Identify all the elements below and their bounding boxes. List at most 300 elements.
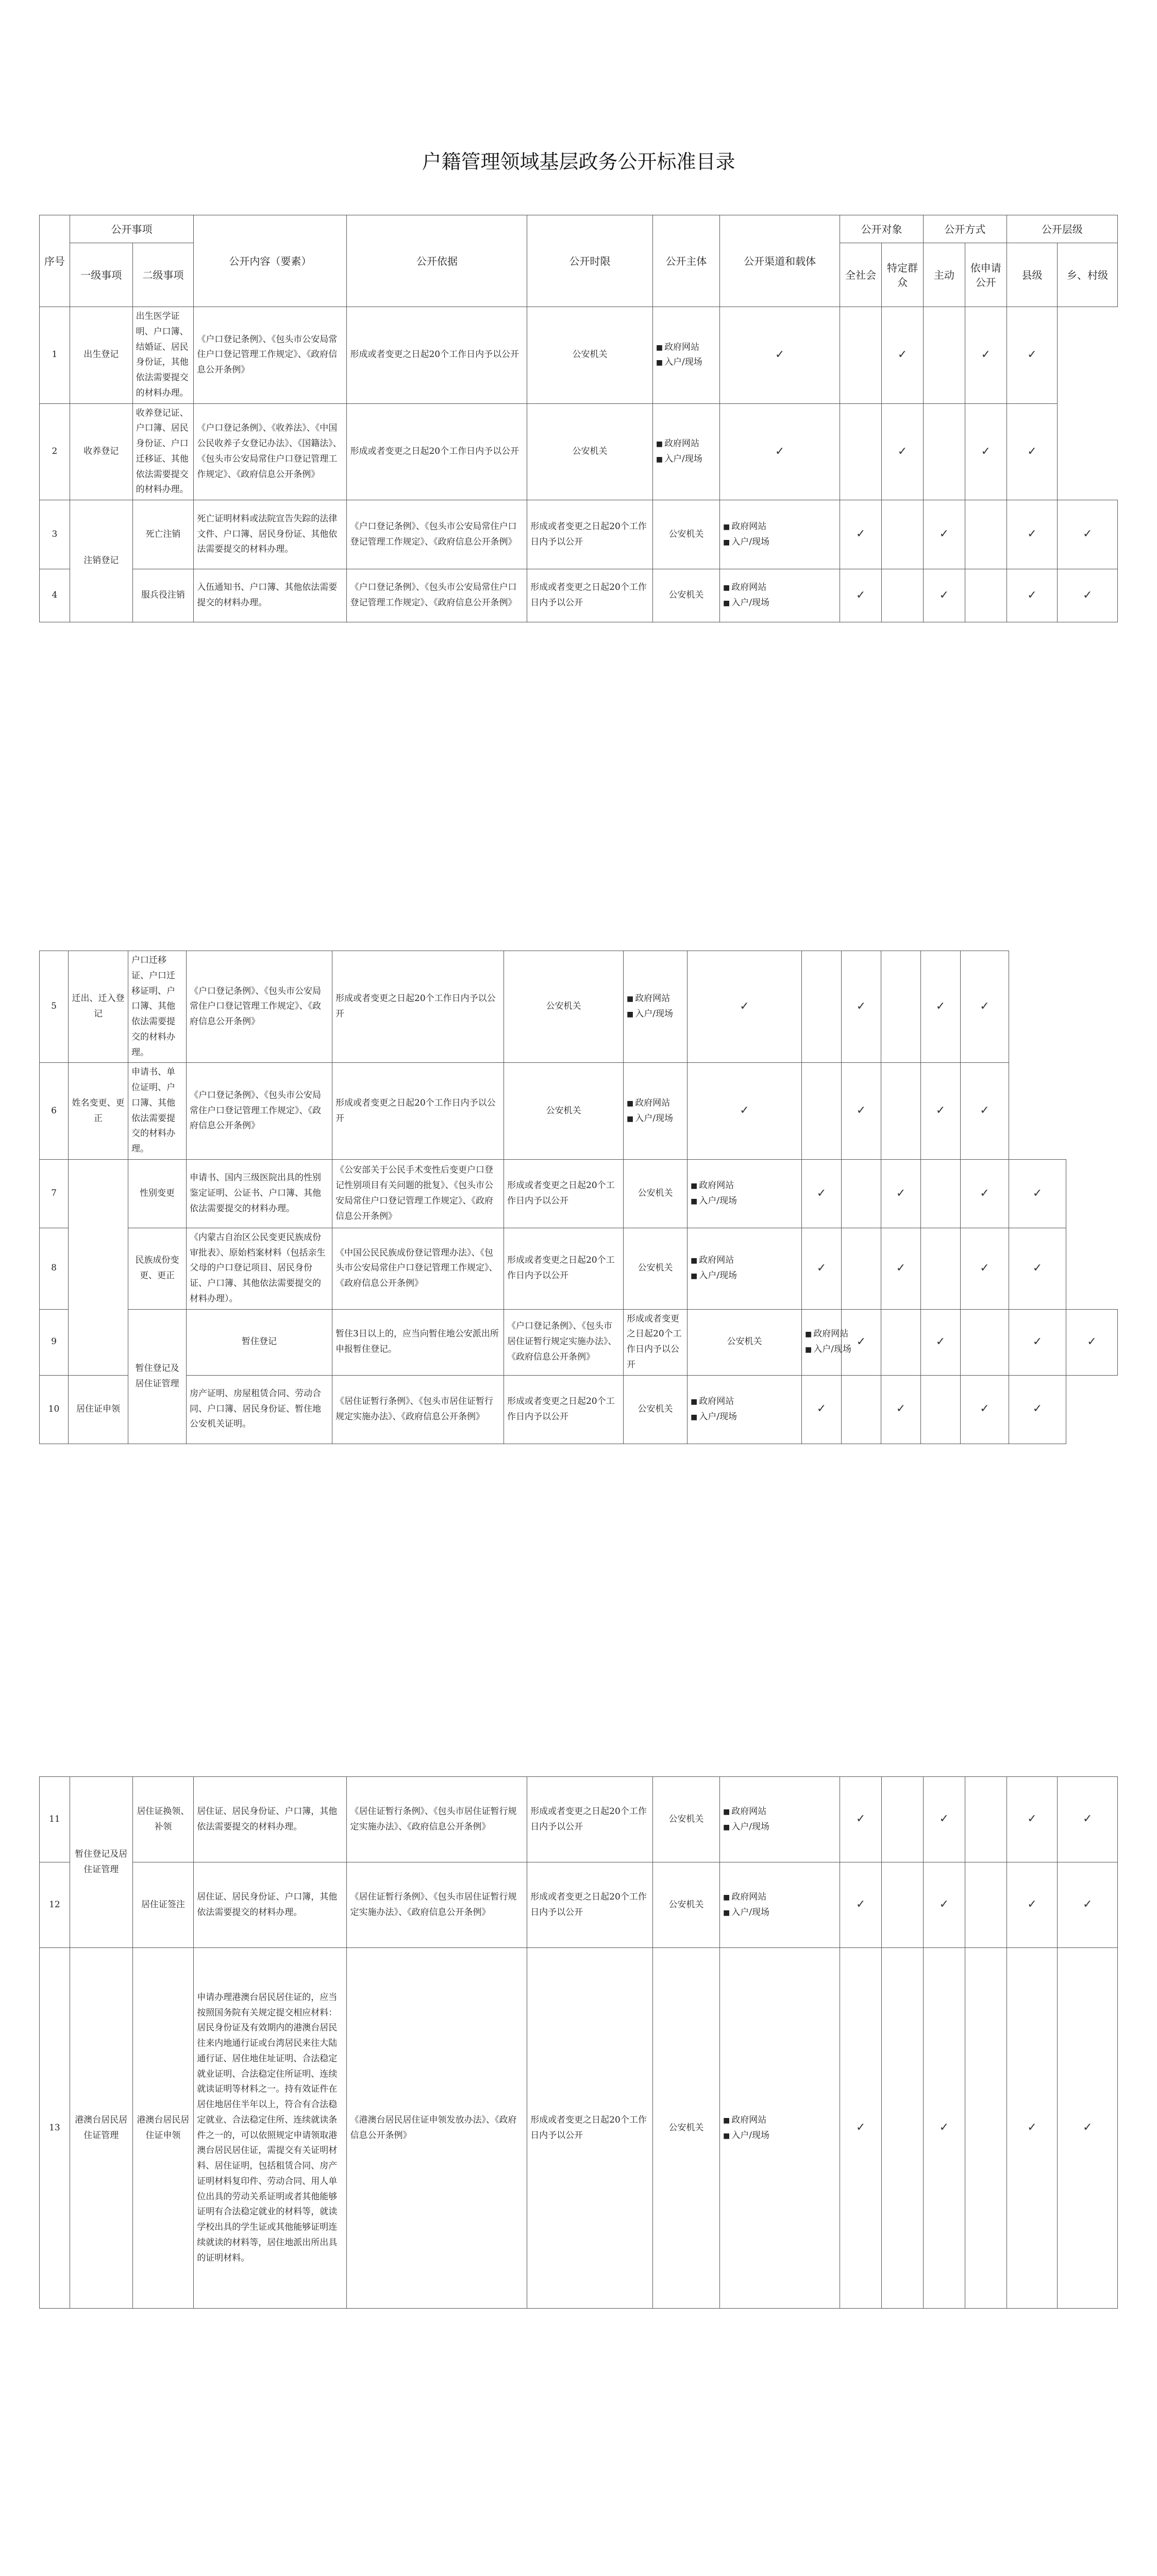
row-content: 户口迁移证、户口迁移证明、户口簿、其他依法需要提交的材料办理。 [128,951,187,1063]
row-time: 形成或者变更之日起20个工作日内予以公开 [527,1948,653,2309]
row-subject: 公安机关 [652,569,719,622]
row-basis: 《户口登记条例》、《包头市公安局常住户口登记管理工作规定》、《政府信息公开条例》 [187,1063,332,1160]
row-time: 形成或者变更之日起20个工作日内予以公开 [624,1309,688,1375]
row-seq: 11 [40,1777,70,1862]
mark-specific-group [882,1777,924,1862]
mark-active [923,1777,965,1862]
table-row [40,1777,1118,1862]
row-channels [652,307,719,404]
mark-on-application [961,1309,1009,1375]
table-row [40,1228,1118,1309]
channel-item [691,1194,798,1209]
channel-label: 政府网站 [731,582,767,593]
mark-county [961,1159,1009,1228]
channel-label: 入户/现场 [635,1009,673,1020]
channel-label: 入户/现场 [699,1411,737,1422]
channel-item [691,1410,798,1425]
table-row [40,403,1118,500]
header-method: 公开方式 [923,215,1007,243]
row-subject: 公安机关 [624,1228,688,1309]
row-time: 形成或者变更之日起20个工作日内予以公开 [347,403,527,500]
mark-on-application [965,1948,1007,2309]
channel-item [627,1111,684,1127]
channel-label: 入户/现场 [731,598,770,608]
check-icon: ✓ [939,1898,949,1911]
header-row-1 [40,215,1118,243]
check-icon: ✓ [980,1187,990,1200]
row-channels [720,500,840,569]
mark-active [881,1228,921,1309]
row-basis: 《公安部关于公民手术变性后变更户口登记性别项目有关问题的批复》、《包头市公安局常住户口登记管理工作规定》、《政府信息公开条例》 [332,1159,504,1228]
check-icon: ✓ [856,2121,866,2134]
row-basis: 《户口登记条例》、《包头市公安局常住户口登记管理工作规定》、《政府信息公开条例》 [347,500,527,569]
channel-box-icon: ■ [723,1893,730,1902]
channel-label: 政府网站 [731,521,767,532]
channel-label: 政府网站 [664,438,700,449]
channel-box-icon: ■ [656,343,663,352]
header-matters: 公开事项 [70,215,193,243]
mark-active [921,1309,961,1375]
channel-label: 入户/现场 [731,1907,770,1918]
table-row [40,1063,1118,1160]
header-target-all: 全社会 [840,243,882,307]
channel-box-icon: ■ [656,455,663,464]
mark-specific-group [882,1948,924,2309]
check-icon: ✓ [775,348,785,361]
header-level1: 一级事项 [70,243,132,307]
mark-all-society [720,307,840,404]
mark-on-application [881,951,921,1063]
check-icon: ✓ [1032,1402,1043,1416]
channel-box-icon: ■ [723,1807,730,1816]
mark-on-application [923,307,965,404]
channel-item [656,355,716,370]
row-channels [720,1777,840,1862]
mark-all-society [802,1375,842,1444]
header-subject: 公开主体 [652,215,719,307]
header-level: 公开层级 [1007,215,1117,243]
channel-label: 政府网站 [635,993,670,1004]
channel-box-icon: ■ [627,1010,634,1019]
row-level2-matter: 暂住登记 [187,1309,332,1375]
row-subject: 公安机关 [652,1862,719,1948]
check-icon: ✓ [935,1335,946,1348]
row-subject: 公安机关 [652,1777,719,1862]
check-icon: ✓ [1082,588,1093,602]
row-content: 出生医学证明、户口簿、结婚证、居民身份证，其他依法需要提交的材料办理。 [132,307,194,404]
channel-item [627,991,684,1007]
check-icon: ✓ [1027,588,1037,602]
channel-item [723,1890,836,1905]
row-channels [624,951,688,1063]
channel-item [656,452,716,467]
check-icon: ✓ [896,1261,906,1275]
table-row [40,1159,1118,1228]
mark-on-application [965,1862,1007,1948]
mark-town-village [1009,1375,1066,1444]
row-subject: 公安机关 [652,1948,719,2309]
mark-all-society [802,1228,842,1309]
row-level2-matter: 居住证申领 [69,1375,128,1444]
header-target: 公开对象 [840,215,924,243]
row-content: 收养登记证、户口簿、居民身份证、户口迁移证、其他依法需要提交的材料办理。 [132,403,194,500]
mark-county [921,951,961,1063]
page-title: 户籍管理领域基层政务公开标准目录 [422,150,735,173]
mark-county [961,1228,1009,1309]
row-basis: 《户口登记条例》、《包头市居住证暂行规定实施办法》、《政府信息公开条例》 [504,1309,624,1375]
row-content: 居住证、居民身份证、户口簿，其他依法需要提交的材料办理。 [194,1777,347,1862]
channel-label: 入户/现场 [699,1270,737,1281]
mark-active [923,1862,965,1948]
row-level2-matter: 收养登记 [70,403,132,500]
mark-county [1009,1309,1066,1375]
channel-label: 政府网站 [731,1891,767,1902]
row-subject: 公安机关 [688,1309,802,1375]
mark-all-society [842,1309,881,1375]
table-row [40,1309,1118,1375]
mark-on-application [921,1228,961,1309]
check-icon: ✓ [1082,528,1093,541]
mark-active [923,500,965,569]
check-icon: ✓ [981,348,991,361]
row-level1-matter: 暂住登记及居住证管理 [128,1309,187,1444]
check-icon: ✓ [980,1261,990,1275]
channel-item [691,1268,798,1284]
mark-town-village [1058,1948,1118,2309]
channel-box-icon: ■ [627,995,634,1004]
channel-label: 入户/现场 [664,357,702,368]
header-basis: 公开依据 [347,215,527,307]
check-icon: ✓ [856,1898,866,1911]
row-level2-matter: 死亡注销 [132,500,194,569]
table-row [40,1948,1118,2309]
check-icon: ✓ [939,588,949,602]
mark-county [1007,1862,1058,1948]
channel-label: 政府网站 [813,1329,849,1340]
row-seq: 9 [40,1309,69,1375]
mark-active [842,951,881,1063]
check-icon: ✓ [1032,1261,1043,1275]
row-channels [624,1063,688,1160]
mark-town-village [1009,1228,1066,1309]
row-subject: 公安机关 [527,403,653,500]
row-content: 申请办理港澳台居民居住证的，应当按照国务院有关规定提交相应材料：居民身份证及有效期内的港澳台居民往来内地通行证或台湾居民来往大陆通行证、居住地住址证明、合法稳定就业证明、合法稳定住所证明、连续就读证明等材料之一。持有效证件在居住地居住半年以上，符合有合法稳定就业、合法稳定住所、连续就读条件之一的，可以依照规定申请领取港澳台居民居住证，需提交有关证明材料、居住证明，包括租赁合同、房产证明材料复印件、劳动合同、用人单位出具的劳动关系证明或者其他能够证明有合法稳定就业的材料等，就读学校出具的学生证或其他能够证明连续就读的材料等，居住地派出所出具的证明材料。 [194,1948,347,2309]
row-level2-matter: 迁出、迁入登记 [69,951,128,1063]
channel-box-icon: ■ [691,1197,698,1206]
header-seq: 序号 [40,215,70,307]
row-seq: 3 [40,500,70,569]
row-level2-matter: 服兵役注销 [132,569,194,622]
row-subject: 公安机关 [504,951,624,1063]
mark-all-society [688,1063,802,1160]
channel-box-icon: ■ [691,1272,698,1281]
channel-label: 政府网站 [731,1806,767,1817]
check-icon: ✓ [856,999,866,1013]
channel-box-icon: ■ [656,440,663,448]
check-icon: ✓ [939,528,949,541]
row-time: 形成或者变更之日起20个工作日内予以公开 [332,1063,504,1160]
channel-label: 入户/现场 [635,1113,673,1124]
channel-item [723,2128,836,2144]
channel-label: 入户/现场 [699,1195,737,1206]
channel-item [627,1096,684,1111]
channel-box-icon: ■ [723,1823,730,1832]
channel-item [691,1178,798,1194]
check-icon: ✓ [856,528,866,541]
row-seq: 5 [40,951,69,1063]
mark-active [923,569,965,622]
row-seq: 7 [40,1159,69,1228]
channel-box-icon: ■ [723,599,730,607]
row-basis: 《居住证暂行条例》、《包头市居住证暂行规定实施办法》、《政府信息公开条例》 [347,1862,527,1948]
channel-box-icon: ■ [805,1330,812,1339]
check-icon: ✓ [740,1104,749,1117]
check-icon: ✓ [1082,1898,1093,1911]
channel-box-icon: ■ [723,538,730,547]
row-time: 形成或者变更之日起20个工作日内予以公开 [527,569,653,622]
row-content: 暂住3日以上的，应当向暂住地公安派出所申报暂住登记。 [332,1309,504,1375]
mark-on-application [965,500,1007,569]
row-channels [688,1159,802,1228]
check-icon: ✓ [896,1187,906,1200]
mark-all-society [840,500,882,569]
check-icon: ✓ [1082,1812,1093,1826]
mark-on-application [965,569,1007,622]
mark-all-society [840,569,882,622]
row-level1-matter: 注销登记 [70,500,132,622]
mark-town-village [1058,569,1118,622]
check-icon: ✓ [856,1812,866,1826]
check-icon: ✓ [856,1104,866,1117]
mark-on-application [921,1375,961,1444]
mark-specific-group [882,569,924,622]
channel-item [723,580,836,596]
header-method-apply: 依申请公开 [965,243,1007,307]
channel-box-icon: ■ [805,1346,812,1354]
row-level2-matter: 港澳台居民居住证申领 [132,1948,194,2309]
mark-town-village [961,951,1009,1063]
row-seq: 12 [40,1862,70,1948]
check-icon: ✓ [1027,348,1037,361]
row-channels [802,1309,851,1375]
mark-town-village [1058,500,1118,569]
mark-all-society [840,1948,882,2309]
channel-item [691,1253,798,1268]
row-basis: 《户口登记条例》、《包头市公安局常住户口登记管理工作规定》、《政府信息公开条例》 [194,307,347,404]
row-level1-matter [69,1159,128,1375]
table-row [40,1862,1118,1948]
row-seq: 1 [40,307,70,404]
row-channels [652,403,719,500]
mark-on-application [881,1063,921,1160]
row-content: 入伍通知书、户口簿、其他依法需要提交的材料办理。 [194,569,347,622]
check-icon: ✓ [939,1812,949,1826]
mark-town-village [1007,403,1058,500]
header-content: 公开内容（要素） [194,215,347,307]
row-basis: 《居住证暂行条例》、《包头市居住证暂行规定实施办法》、《政府信息公开条例》 [332,1375,504,1444]
row-level2-matter: 性别变更 [128,1159,187,1228]
channel-item [723,596,836,611]
channel-item [656,436,716,452]
table-page-1 [39,215,1118,622]
channel-box-icon: ■ [723,522,730,531]
channel-box-icon: ■ [691,1413,698,1421]
mark-all-society [688,951,802,1063]
check-icon: ✓ [935,1104,946,1117]
channel-box-icon: ■ [627,1099,634,1108]
row-time: 形成或者变更之日起20个工作日内予以公开 [504,1159,624,1228]
check-icon: ✓ [775,445,785,458]
check-icon: ✓ [1027,2121,1037,2134]
check-icon: ✓ [1032,1187,1043,1200]
table-row [40,307,1118,404]
header-method-active: 主动 [923,243,965,307]
row-seq: 2 [40,403,70,500]
table-page-2 [39,951,1118,1444]
mark-county [1007,1948,1058,2309]
row-basis: 《港澳台居民居住证申领发放办法》、《政府信息公开条例》 [347,1948,527,2309]
mark-specific-group [840,307,882,404]
mark-town-village [1009,1159,1066,1228]
row-subject: 公安机关 [527,307,653,404]
mark-specific-group [802,1063,842,1160]
channel-item [723,535,836,550]
table-row [40,500,1118,569]
row-basis: 《户口登记条例》、《收养法》、《中国公民收养子女登记办法》、《国籍法》、《包头市公安局常住户口登记管理工作规定》、《政府信息公开条例》 [194,403,347,500]
row-subject: 公安机关 [652,500,719,569]
row-content: 《内蒙古自治区公民变更民族成份审批表》、原始档案材料（包括亲生父母的户口登记项目、居民身份证、户口簿、其他依法需要提交的材料办理）。 [187,1228,332,1309]
row-time: 形成或者变更之日起20个工作日内予以公开 [347,307,527,404]
mark-town-village [1066,1309,1118,1375]
channel-label: 政府网站 [635,1097,670,1108]
mark-active [882,307,924,404]
check-icon: ✓ [816,1261,827,1275]
channel-label: 政府网站 [664,342,700,352]
channel-item [723,1804,836,1820]
mark-on-application [923,403,965,500]
mark-active [842,1063,881,1160]
channel-label: 入户/现场 [731,536,770,547]
check-icon: ✓ [896,1402,906,1416]
row-content: 死亡证明材料或法院宣告失踪的法律文件、户口簿、居民身份证、其他依法需要提交的材料办理。 [194,500,347,569]
check-icon: ✓ [980,1104,990,1117]
row-time: 形成或者变更之日起20个工作日内予以公开 [527,500,653,569]
header-target-specific: 特定群众 [882,243,924,307]
mark-town-village [961,1063,1009,1160]
channel-box-icon: ■ [723,1908,730,1917]
channel-box-icon: ■ [723,2131,730,2140]
row-basis: 《中国公民民族成份登记管理办法》、《包头市公安局常住户口登记管理工作规定》、《政府信息公开条例》 [332,1228,504,1309]
row-time: 形成或者变更之日起20个工作日内予以公开 [504,1375,624,1444]
check-icon: ✓ [1082,2121,1093,2134]
mark-specific-group [842,1375,881,1444]
mark-on-application [965,1777,1007,1862]
standard-catalog-table [39,951,1118,1444]
channel-label: 政府网站 [699,1255,734,1266]
channel-box-icon: ■ [723,584,730,592]
row-subject: 公安机关 [504,1063,624,1160]
mark-specific-group [842,1228,881,1309]
table-row [40,1375,1118,1444]
row-basis: 《户口登记条例》、《包头市公安局常住户口登记管理工作规定》、《政府信息公开条例》 [347,569,527,622]
check-icon: ✓ [740,999,749,1013]
row-channels [720,569,840,622]
row-content: 房产证明、房屋租赁合同、劳动合同、户口簿、居民身份证、暂住地公安机关证明。 [187,1375,332,1444]
row-level2-matter: 居住证换领、补领 [132,1777,194,1862]
channel-label: 入户/现场 [664,453,702,464]
row-channels [720,1948,840,2309]
mark-all-society [840,1862,882,1948]
check-icon: ✓ [1027,1898,1037,1911]
channel-item [656,340,716,355]
mark-specific-group [802,951,842,1063]
channel-box-icon: ■ [656,359,663,367]
standard-catalog-table [39,1776,1118,2309]
check-icon: ✓ [980,999,990,1013]
mark-town-village [1007,307,1058,404]
standard-catalog-table [39,215,1118,622]
header-level2: 二级事项 [132,243,194,307]
mark-county [961,1375,1009,1444]
channel-label: 政府网站 [731,2114,767,2125]
row-subject: 公安机关 [624,1159,688,1228]
mark-specific-group [840,403,882,500]
mark-active [881,1159,921,1228]
row-level2-matter: 姓名变更、更正 [69,1063,128,1160]
row-content: 申请书、单位证明、户口簿、其他依法需要提交的材料办理。 [128,1063,187,1160]
mark-specific-group [842,1159,881,1228]
mark-county [965,403,1007,500]
channel-item [805,1342,851,1358]
channel-item [723,2113,836,2128]
channel-label: 入户/现场 [813,1344,851,1354]
mark-specific-group [881,1309,921,1375]
channel-item [723,1820,836,1835]
row-channels [720,1862,840,1948]
row-seq: 10 [40,1375,69,1444]
row-seq: 8 [40,1228,69,1309]
row-level2-matter: 居住证签注 [132,1862,194,1948]
check-icon: ✓ [856,1335,866,1348]
check-icon: ✓ [1027,528,1037,541]
row-channels [688,1228,802,1309]
mark-active [881,1375,921,1444]
mark-all-society [802,1159,842,1228]
check-icon: ✓ [897,348,908,361]
row-basis: 《户口登记条例》、《包头市公安局常住户口登记管理工作规定》、《政府信息公开条例》 [187,951,332,1063]
check-icon: ✓ [935,999,946,1013]
header-time: 公开时限 [527,215,653,307]
channel-label: 入户/现场 [731,2130,770,2141]
row-content: 居住证、居民身份证、户口簿，其他依法需要提交的材料办理。 [194,1862,347,1948]
row-time: 形成或者变更之日起20个工作日内予以公开 [332,951,504,1063]
row-channels [688,1375,802,1444]
header-channel: 公开渠道和载体 [720,215,840,307]
check-icon: ✓ [1032,1335,1043,1348]
header-level-town: 乡、村级 [1058,243,1118,307]
row-time: 形成或者变更之日起20个工作日内予以公开 [527,1862,653,1948]
check-icon: ✓ [939,2121,949,2134]
channel-box-icon: ■ [691,1257,698,1265]
check-icon: ✓ [1027,445,1037,458]
row-time: 形成或者变更之日起20个工作日内予以公开 [527,1777,653,1862]
mark-county [965,307,1007,404]
channel-item [627,1007,684,1022]
channel-item [723,519,836,535]
row-level2-matter: 出生登记 [70,307,132,404]
check-icon: ✓ [816,1187,827,1200]
row-basis: 《居住证暂行条例》、《包头市居住证暂行规定实施办法》、《政府信息公开条例》 [347,1777,527,1862]
